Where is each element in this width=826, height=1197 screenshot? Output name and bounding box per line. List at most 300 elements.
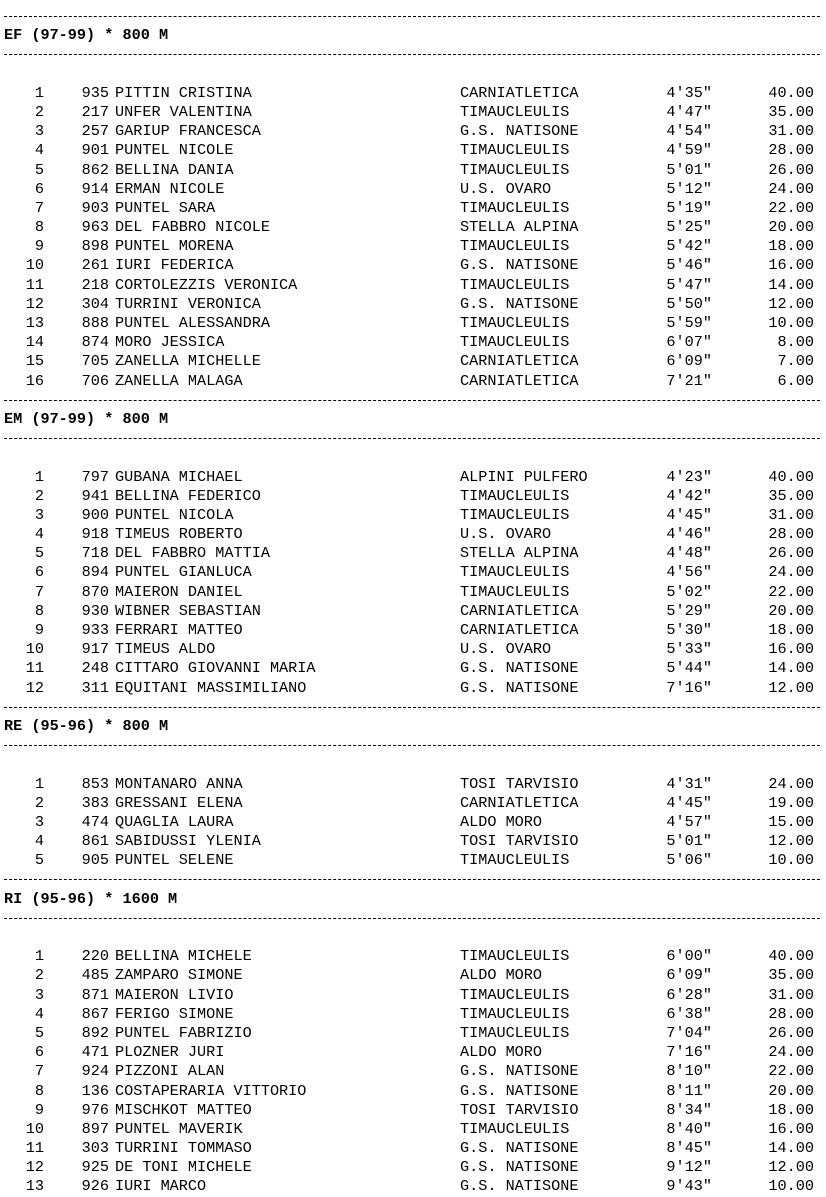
- result-club: G.S. NATISONE: [460, 659, 579, 678]
- result-points: 12.00: [768, 678, 814, 697]
- result-points: 18.00: [768, 237, 814, 256]
- result-time: 6'07": [666, 333, 712, 352]
- result-points: 26.00: [768, 160, 814, 179]
- result-bib: 918: [81, 525, 109, 544]
- result-points: 40.00: [768, 83, 814, 102]
- result-bib: 705: [81, 352, 109, 371]
- result-club: TIMAUCLEULIS: [460, 237, 570, 256]
- separator-line: [4, 7, 820, 26]
- result-rank: 6: [34, 179, 44, 198]
- result-points: 14.00: [768, 275, 814, 294]
- result-rank: 5: [34, 1023, 44, 1042]
- result-points: 6.00: [777, 371, 814, 390]
- result-name: ZANELLA MALAGA: [115, 371, 243, 390]
- result-club: CARNIATLETICA: [460, 371, 579, 390]
- result-name: WIBNER SEBASTIAN: [115, 601, 261, 620]
- result-club: TIMAUCLEULIS: [460, 102, 570, 121]
- result-points: 35.00: [768, 486, 814, 505]
- result-club: TIMAUCLEULIS: [460, 505, 570, 524]
- result-name: BELLINA DANIA: [115, 160, 234, 179]
- result-name: MISCHKOT MATTEO: [115, 1100, 252, 1119]
- result-name: DE TONI MICHELE: [115, 1158, 252, 1177]
- result-points: 14.00: [768, 1139, 814, 1158]
- result-club: CARNIATLETICA: [460, 352, 579, 371]
- result-points: 16.00: [768, 640, 814, 659]
- result-row: [4, 1101, 820, 1120]
- result-rank: 8: [34, 218, 44, 237]
- result-time: 8'11": [666, 1081, 712, 1100]
- result-name: BELLINA FEDERICO: [115, 486, 261, 505]
- result-name: QUAGLIA LAURA: [115, 812, 234, 831]
- result-name: PUNTEL NICOLA: [115, 505, 234, 524]
- result-rank: 10: [25, 1119, 44, 1138]
- result-points: 24.00: [768, 179, 814, 198]
- result-row: [4, 986, 820, 1005]
- result-club: U.S. OVARO: [460, 525, 552, 544]
- result-points: 31.00: [768, 122, 814, 141]
- result-points: 40.00: [768, 947, 814, 966]
- result-points: 40.00: [768, 467, 814, 486]
- result-row: [4, 947, 820, 966]
- result-row: [4, 563, 820, 582]
- result-rank: 4: [34, 1004, 44, 1023]
- result-bib: 963: [81, 218, 109, 237]
- result-name: UNFER VALENTINA: [115, 102, 252, 121]
- result-time: 8'45": [666, 1139, 712, 1158]
- result-bib: 304: [81, 294, 109, 313]
- result-time: 4'46": [666, 525, 712, 544]
- result-club: G.S. NATISONE: [460, 256, 579, 275]
- result-name: BELLINA MICHELE: [115, 947, 252, 966]
- result-bib: 926: [81, 1177, 109, 1196]
- result-row: [4, 851, 820, 870]
- result-club: U.S. OVARO: [460, 179, 552, 198]
- result-rank: 13: [25, 1177, 44, 1196]
- result-bib: 924: [81, 1062, 109, 1081]
- result-club: TOSI TARVISIO: [460, 1100, 579, 1119]
- result-row: [4, 1158, 820, 1177]
- result-row: [4, 659, 820, 678]
- result-time: 6'00": [666, 947, 712, 966]
- result-row: [4, 314, 820, 333]
- result-name: PUNTEL MORENA: [115, 237, 234, 256]
- result-row: [4, 1062, 820, 1081]
- result-time: 4'35": [666, 83, 712, 102]
- result-row: [4, 103, 820, 122]
- result-time: 4'56": [666, 563, 712, 582]
- result-club: TIMAUCLEULIS: [460, 141, 570, 160]
- blank-line: [4, 448, 820, 467]
- result-bib: 914: [81, 179, 109, 198]
- result-bib: 935: [81, 83, 109, 102]
- result-club: TIMAUCLEULIS: [460, 582, 570, 601]
- result-time: 4'57": [666, 812, 712, 831]
- result-name: PUNTEL GIANLUCA: [115, 563, 252, 582]
- result-points: 28.00: [768, 141, 814, 160]
- result-rank: 9: [34, 1100, 44, 1119]
- result-name: TIMEUS ALDO: [115, 640, 216, 659]
- result-bib: 485: [81, 966, 109, 985]
- result-name: PUNTEL MAVERIK: [115, 1119, 243, 1138]
- result-bib: 471: [81, 1043, 109, 1062]
- result-row: [4, 122, 820, 141]
- result-points: 28.00: [768, 525, 814, 544]
- result-row: [4, 966, 820, 985]
- result-bib: 718: [81, 544, 109, 563]
- result-club: TOSI TARVISIO: [460, 832, 579, 851]
- result-row: [4, 218, 820, 237]
- result-rank: 9: [34, 237, 44, 256]
- result-name: PUNTEL FABRIZIO: [115, 1023, 252, 1042]
- result-rank: 5: [34, 851, 44, 870]
- result-points: 12.00: [768, 832, 814, 851]
- result-rank: 2: [34, 486, 44, 505]
- result-rank: 9: [34, 621, 44, 639]
- result-bib: 903: [81, 198, 109, 217]
- result-points: 22.00: [768, 1062, 814, 1081]
- result-row: [4, 372, 820, 391]
- result-time: 6'28": [666, 985, 712, 1004]
- result-club: CARNIATLETICA: [460, 793, 579, 812]
- result-row: [4, 832, 820, 851]
- result-bib: 897: [81, 1119, 109, 1138]
- separator-line: [4, 698, 820, 717]
- result-points: 20.00: [768, 1081, 814, 1100]
- result-row: [4, 525, 820, 544]
- result-name: PITTIN CRISTINA: [115, 83, 252, 102]
- result-club: G.S. NATISONE: [460, 1081, 579, 1100]
- result-name: PUNTEL SARA: [115, 198, 216, 217]
- result-rank: 11: [25, 1139, 44, 1158]
- section-title: RI (95-96) * 1600 M: [4, 889, 178, 908]
- result-bib: 941: [81, 486, 109, 505]
- result-name: EQUITANI MASSIMILIANO: [115, 678, 307, 697]
- result-rank: 4: [34, 141, 44, 160]
- result-name: GRESSANI ELENA: [115, 793, 243, 812]
- result-time: 5'44": [666, 659, 712, 678]
- result-row: [4, 794, 820, 813]
- result-rank: 5: [34, 160, 44, 179]
- result-time: 5'01": [666, 832, 712, 851]
- result-rank: 3: [34, 505, 44, 524]
- result-row: [4, 1120, 820, 1139]
- result-rank: 11: [25, 275, 44, 294]
- result-rank: 4: [34, 832, 44, 851]
- result-rank: 3: [34, 122, 44, 141]
- result-points: 7.00: [777, 352, 814, 371]
- result-points: 10.00: [768, 314, 814, 332]
- result-club: TIMAUCLEULIS: [460, 486, 570, 505]
- result-time: 6'38": [666, 1004, 712, 1023]
- result-row: [4, 487, 820, 506]
- result-bib: 933: [81, 621, 109, 639]
- result-row: [4, 813, 820, 832]
- result-rank: 6: [34, 563, 44, 582]
- result-rank: 10: [25, 640, 44, 659]
- result-bib: 220: [81, 947, 109, 966]
- result-points: 19.00: [768, 793, 814, 812]
- result-rank: 3: [34, 812, 44, 831]
- result-row: [4, 775, 820, 794]
- result-row: [4, 602, 820, 621]
- result-rank: 3: [34, 985, 44, 1004]
- result-row: [4, 640, 820, 659]
- result-rank: 5: [34, 544, 44, 563]
- result-time: 5'01": [666, 160, 712, 179]
- result-rank: 2: [34, 102, 44, 121]
- result-row: [4, 161, 820, 180]
- result-time: 5'12": [666, 179, 712, 198]
- result-rank: 11: [25, 659, 44, 678]
- result-points: 26.00: [768, 1023, 814, 1042]
- result-points: 35.00: [768, 966, 814, 985]
- result-row: [4, 1177, 820, 1196]
- result-rank: 14: [25, 333, 44, 352]
- result-bib: 892: [81, 1023, 109, 1042]
- result-club: U.S. OVARO: [460, 640, 552, 659]
- result-points: 26.00: [768, 544, 814, 563]
- result-name: CORTOLEZZIS VERONICA: [115, 275, 298, 294]
- result-club: G.S. NATISONE: [460, 1177, 579, 1196]
- result-time: 5'59": [666, 314, 712, 332]
- result-row: [4, 1024, 820, 1043]
- result-time: 7'04": [666, 1023, 712, 1042]
- result-rank: 8: [34, 1081, 44, 1100]
- result-time: 5'46": [666, 256, 712, 275]
- result-row: [4, 295, 820, 314]
- result-row: [4, 199, 820, 218]
- result-rank: 7: [34, 198, 44, 217]
- result-rank: 2: [34, 793, 44, 812]
- result-club: ALDO MORO: [460, 812, 543, 831]
- result-name: PUNTEL SELENE: [115, 851, 234, 870]
- result-time: 7'16": [666, 678, 712, 697]
- result-rank: 1: [34, 467, 44, 486]
- result-name: COSTAPERARIA VITTORIO: [115, 1081, 307, 1100]
- result-row: [4, 506, 820, 525]
- result-name: MAIERON LIVIO: [115, 985, 234, 1004]
- result-bib: 261: [81, 256, 109, 275]
- result-bib: 894: [81, 563, 109, 582]
- result-club: TIMAUCLEULIS: [460, 985, 570, 1004]
- result-row: [4, 141, 820, 160]
- result-bib: 218: [81, 275, 109, 294]
- result-name: FERRARI MATTEO: [115, 621, 243, 639]
- blank-line: [4, 928, 820, 947]
- result-row: [4, 1005, 820, 1024]
- result-time: 5'33": [666, 640, 712, 659]
- result-rank: 12: [25, 1158, 44, 1177]
- result-bib: 257: [81, 122, 109, 141]
- result-club: TIMAUCLEULIS: [460, 333, 570, 352]
- result-club: TIMAUCLEULIS: [460, 198, 570, 217]
- result-time: 4'54": [666, 122, 712, 141]
- result-name: PUNTEL NICOLE: [115, 141, 234, 160]
- result-rank: 15: [25, 352, 44, 371]
- section-title: RE (95-96) * 800 M: [4, 716, 169, 735]
- separator-line: [4, 909, 820, 928]
- result-name: FERIGO SIMONE: [115, 1004, 234, 1023]
- result-club: CARNIATLETICA: [460, 621, 579, 639]
- result-name: MORO JESSICA: [115, 333, 225, 352]
- result-row: [4, 468, 820, 487]
- section-title: EM (97-99) * 800 M: [4, 409, 169, 428]
- result-points: 8.00: [777, 333, 814, 352]
- result-points: 18.00: [768, 621, 814, 639]
- result-club: TIMAUCLEULIS: [460, 1023, 570, 1042]
- result-bib: 867: [81, 1004, 109, 1023]
- result-time: 4'47": [666, 102, 712, 121]
- separator-line: [4, 391, 820, 410]
- result-club: G.S. NATISONE: [460, 1062, 579, 1081]
- result-bib: 900: [81, 505, 109, 524]
- result-points: 24.00: [768, 1043, 814, 1062]
- result-row: [4, 180, 820, 199]
- result-bib: 311: [81, 678, 109, 697]
- result-time: 5'19": [666, 198, 712, 217]
- result-time: 6'09": [666, 966, 712, 985]
- result-time: 5'29": [666, 601, 712, 620]
- result-club: G.S. NATISONE: [460, 122, 579, 141]
- result-rank: 6: [34, 1043, 44, 1062]
- result-club: TIMAUCLEULIS: [460, 1119, 570, 1138]
- result-time: 4'45": [666, 505, 712, 524]
- result-club: TIMAUCLEULIS: [460, 947, 570, 966]
- result-time: 5'06": [666, 851, 712, 870]
- blank-line: [4, 755, 820, 774]
- result-bib: 303: [81, 1139, 109, 1158]
- result-row: [4, 276, 820, 295]
- result-bib: 383: [81, 793, 109, 812]
- result-club: STELLA ALPINA: [460, 544, 579, 563]
- separator-line: [4, 45, 820, 64]
- result-time: 8'40": [666, 1119, 712, 1138]
- result-rank: 13: [25, 314, 44, 332]
- result-bib: 925: [81, 1158, 109, 1177]
- result-name: PUNTEL ALESSANDRA: [115, 314, 270, 332]
- result-rank: 7: [34, 1062, 44, 1081]
- result-club: ALDO MORO: [460, 966, 543, 985]
- result-club: TIMAUCLEULIS: [460, 160, 570, 179]
- separator-line: [4, 870, 820, 889]
- result-rank: 12: [25, 294, 44, 313]
- result-rank: 12: [25, 678, 44, 697]
- result-time: 4'48": [666, 544, 712, 563]
- result-name: IURI FEDERICA: [115, 256, 234, 275]
- result-bib: 976: [81, 1100, 109, 1119]
- result-time: 4'45": [666, 793, 712, 812]
- result-time: 4'59": [666, 141, 712, 160]
- result-points: 28.00: [768, 1004, 814, 1023]
- result-rank: 1: [34, 774, 44, 793]
- result-name: TURRINI VERONICA: [115, 294, 261, 313]
- result-bib: 136: [81, 1081, 109, 1100]
- result-row: [4, 256, 820, 275]
- result-name: ERMAN NICOLE: [115, 179, 225, 198]
- result-name: MAIERON DANIEL: [115, 582, 243, 601]
- result-bib: 930: [81, 601, 109, 620]
- result-name: GARIUP FRANCESCA: [115, 122, 261, 141]
- result-points: 10.00: [768, 1177, 814, 1196]
- result-bib: 248: [81, 659, 109, 678]
- result-bib: 862: [81, 160, 109, 179]
- result-bib: 898: [81, 237, 109, 256]
- result-points: 10.00: [768, 851, 814, 870]
- result-time: 9'43": [666, 1177, 712, 1196]
- result-time: 5'02": [666, 582, 712, 601]
- result-points: 31.00: [768, 985, 814, 1004]
- result-row: [4, 352, 820, 371]
- result-points: 12.00: [768, 1158, 814, 1177]
- result-time: 7'21": [666, 371, 712, 390]
- result-club: TIMAUCLEULIS: [460, 275, 570, 294]
- result-bib: 871: [81, 985, 109, 1004]
- result-club: CARNIATLETICA: [460, 83, 579, 102]
- result-row: [4, 84, 820, 103]
- result-name: PLOZNER JURI: [115, 1043, 225, 1062]
- result-name: DEL FABBRO NICOLE: [115, 218, 270, 237]
- result-rank: 1: [34, 83, 44, 102]
- result-time: 5'42": [666, 237, 712, 256]
- result-bib: 901: [81, 141, 109, 160]
- result-row: [4, 679, 820, 698]
- result-name: IURI MARCO: [115, 1177, 207, 1196]
- result-club: CARNIATLETICA: [460, 601, 579, 620]
- result-name: TIMEUS ROBERTO: [115, 525, 243, 544]
- results-document: [4, 7, 820, 1197]
- result-club: STELLA ALPINA: [460, 218, 579, 237]
- blank-line: [4, 65, 820, 84]
- result-club: ALDO MORO: [460, 1043, 543, 1062]
- result-bib: 917: [81, 640, 109, 659]
- result-bib: 474: [81, 812, 109, 831]
- result-rank: 8: [34, 601, 44, 620]
- result-time: 5'47": [666, 275, 712, 294]
- result-name: TURRINI TOMMASO: [115, 1139, 252, 1158]
- result-club: G.S. NATISONE: [460, 678, 579, 697]
- result-rank: 2: [34, 966, 44, 985]
- result-name: GUBANA MICHAEL: [115, 467, 243, 486]
- result-points: 16.00: [768, 1119, 814, 1138]
- result-club: G.S. NATISONE: [460, 294, 579, 313]
- result-rank: 16: [25, 371, 44, 390]
- result-club: ALPINI PULFERO: [460, 467, 588, 486]
- result-name: SABIDUSSI YLENIA: [115, 832, 261, 851]
- result-time: 7'16": [666, 1043, 712, 1062]
- result-points: 16.00: [768, 256, 814, 275]
- result-name: DEL FABBRO MATTIA: [115, 544, 270, 563]
- result-time: 5'25": [666, 218, 712, 237]
- result-name: PIZZONI ALAN: [115, 1062, 225, 1081]
- result-time: 9'12": [666, 1158, 712, 1177]
- result-points: 24.00: [768, 563, 814, 582]
- result-bib: 853: [81, 774, 109, 793]
- result-name: CITTARO GIOVANNI MARIA: [115, 659, 316, 678]
- result-club: TIMAUCLEULIS: [460, 851, 570, 870]
- result-time: 5'30": [666, 621, 712, 639]
- result-club: TIMAUCLEULIS: [460, 314, 570, 332]
- result-points: 22.00: [768, 582, 814, 601]
- result-club: TOSI TARVISIO: [460, 774, 579, 793]
- result-bib: 888: [81, 314, 109, 332]
- result-name: ZANELLA MICHELLE: [115, 352, 261, 371]
- result-points: 24.00: [768, 774, 814, 793]
- result-points: 20.00: [768, 218, 814, 237]
- result-points: 14.00: [768, 659, 814, 678]
- result-rank: 10: [25, 256, 44, 275]
- result-club: G.S. NATISONE: [460, 1139, 579, 1158]
- separator-line: [4, 429, 820, 448]
